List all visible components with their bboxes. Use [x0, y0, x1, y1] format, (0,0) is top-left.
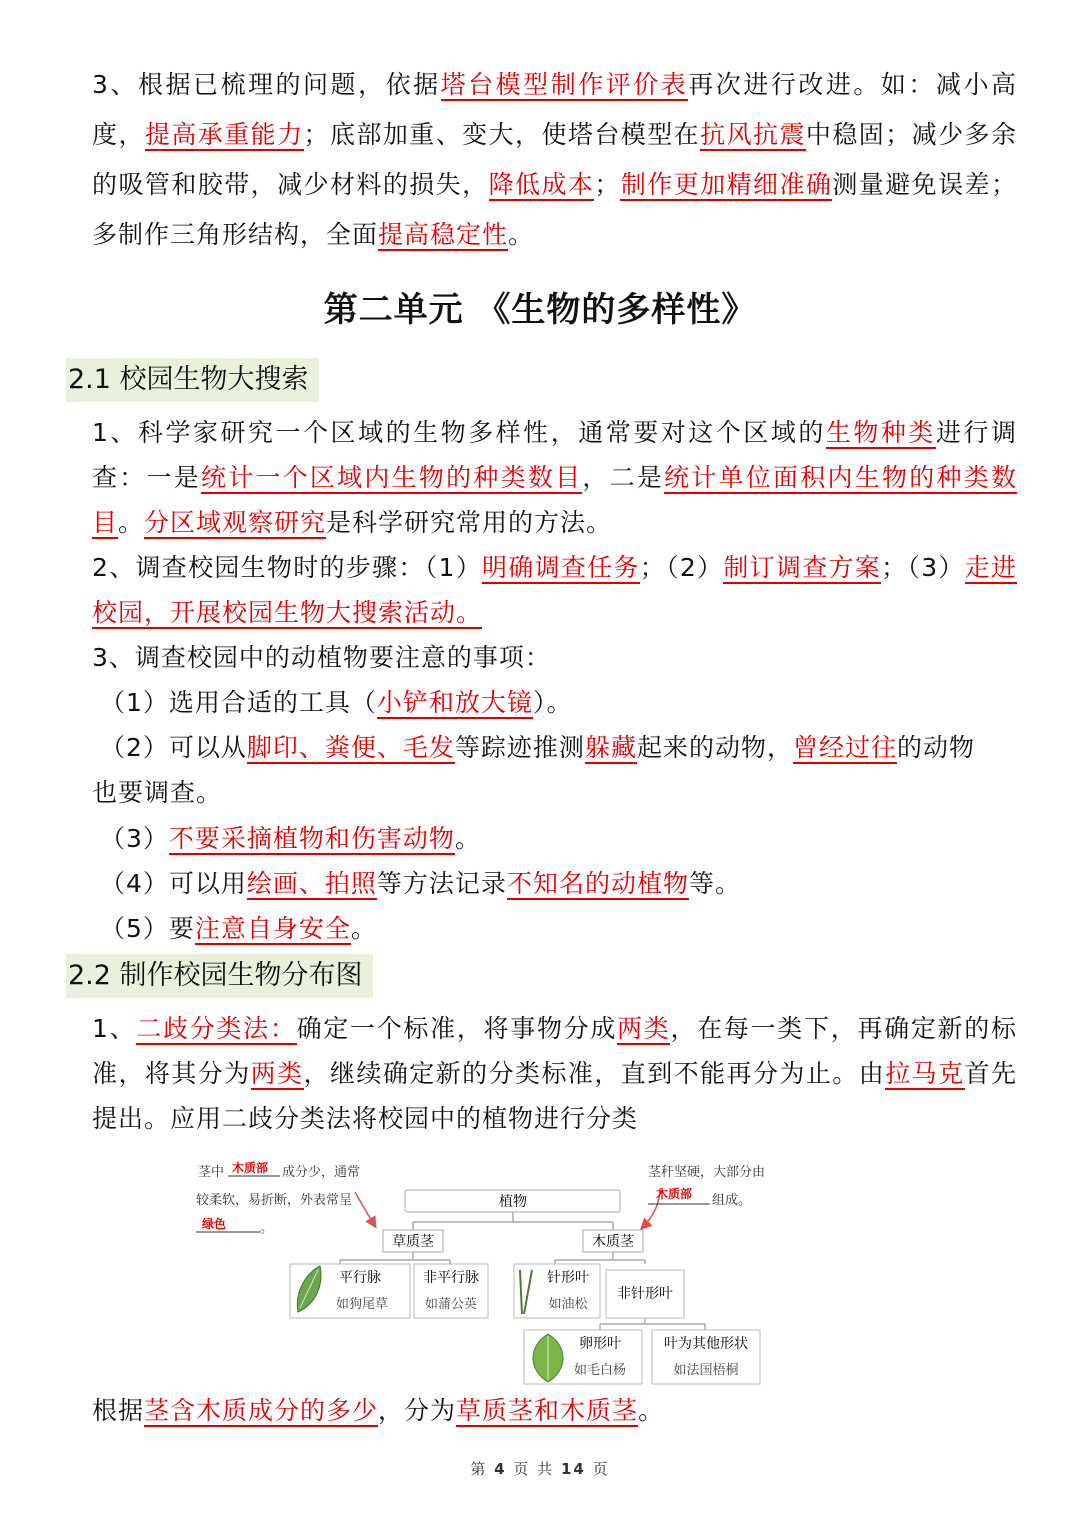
note-item-5 — [100, 906, 377, 951]
text: 。 — [638, 1396, 665, 1425]
text: 3、根据已梳理的问题，依据 — [92, 70, 441, 99]
improvement-paragraph — [92, 60, 1017, 260]
note-fill: 木质部 — [232, 1161, 269, 1175]
highlight: 曾经过往 — [792, 733, 897, 762]
text: 确定一个标准，将事物分成 — [296, 1014, 618, 1043]
highlight: 制作更加精细准确 — [620, 170, 833, 199]
highlight: 制订调查方案 — [723, 553, 882, 582]
text: ； — [594, 170, 621, 199]
text: 是科学研究常用的方法。 — [326, 508, 613, 537]
root-label: 植物 — [499, 1194, 527, 1210]
text: 测量避免误差；多制作三角形结构，全面 — [92, 170, 1017, 249]
highlight: 两类 — [250, 1059, 304, 1088]
text: 首先提出。应用二歧分类法将校园中的植物进行分类 — [92, 1059, 1017, 1133]
text: ）。 — [532, 688, 573, 717]
section-heading-2-2: 2.2 制作校园生物分布图 — [66, 954, 373, 998]
highlight: 草质茎和木质茎 — [456, 1396, 639, 1425]
text: 第 — [470, 1460, 488, 1478]
text: 等方法记录 — [376, 869, 507, 898]
note-text: 较柔软，易折断，外表常呈 — [196, 1193, 353, 1208]
text: 进行调查：一是 — [92, 418, 1017, 492]
text: 页 共 — [513, 1460, 555, 1478]
note-text: 成分少，通常 — [282, 1165, 361, 1180]
note-item-2 — [92, 725, 1017, 815]
highlight: 茎含木质成分的多少 — [144, 1396, 379, 1425]
needle-example: 如油松 — [548, 1297, 588, 1312]
note-item-3 — [100, 816, 481, 861]
highlight: 塔台模型制作评价表 — [440, 70, 689, 99]
parallel-label: 平行脉 — [339, 1270, 381, 1286]
note-fill: 木质部 — [656, 1187, 693, 1201]
text: ，继续确定新的分类标准，直到不能再分为止。由 — [303, 1059, 886, 1088]
highlight: 不知名的动植物 — [506, 869, 689, 898]
text: 页 — [592, 1460, 610, 1478]
highlight: 躲藏 — [584, 733, 637, 762]
highlight: 生物种类 — [825, 418, 936, 447]
highlight: 绘画、拍照 — [246, 869, 377, 898]
right-annotation — [648, 1164, 765, 1208]
text: （2）可以从 — [100, 733, 247, 762]
total-pages: 14 — [560, 1460, 586, 1478]
text: （3） — [100, 824, 169, 853]
other-example: 如法国梧桐 — [673, 1363, 739, 1378]
text: 。 — [508, 220, 535, 249]
s21-paragraph-3: 3、调查校园中的动植物要注意的事项： — [92, 643, 551, 672]
text: 的动物 — [896, 733, 975, 762]
text: 根据 — [92, 1396, 145, 1425]
note-text: 茎中 — [198, 1165, 225, 1180]
other-label: 叶为其他形状 — [664, 1336, 748, 1352]
highlight: 不要采摘植物和伤害动物 — [168, 824, 455, 853]
page-number: 4 — [494, 1460, 507, 1478]
text: （4）可以用 — [100, 869, 247, 898]
highlight: 明确调查任务 — [482, 553, 640, 582]
note-text: 。 — [260, 1221, 274, 1236]
text: 。 — [350, 914, 377, 943]
plant-classification-diagram — [190, 1150, 800, 1390]
text: 起来的动物， — [636, 733, 793, 762]
text: 。 — [454, 824, 481, 853]
note-text: 组成。 — [712, 1193, 752, 1208]
highlight: 提高承重能力 — [144, 120, 304, 149]
highlight: 二歧分类法： — [136, 1014, 297, 1043]
text: 1、科学家研究一个区域的生物多样性，通常要对这个区域的 — [92, 418, 826, 447]
text: ；底部加重、变大，使塔台模型在 — [303, 120, 701, 149]
text: ，分为 — [378, 1396, 457, 1425]
text: ；（3） — [881, 553, 965, 582]
herb-label: 草质茎 — [392, 1234, 434, 1250]
highlight: 脚印、粪便、毛发 — [246, 733, 455, 762]
text: 再次进行改进。如：减小高度， — [92, 70, 1017, 149]
nonparallel-example: 如蒲公英 — [424, 1297, 478, 1312]
highlight: 小铲和放大镜 — [376, 688, 533, 717]
s21-paragraph-1 — [92, 410, 1017, 545]
nonneedle-label: 非针形叶 — [617, 1286, 673, 1302]
text: ，在每一类下，再确定新的标准，将其分为 — [92, 1014, 1017, 1088]
highlight: 走进校园，开展校园生物大搜索活动。 — [92, 553, 1017, 627]
text: ；（2） — [639, 553, 724, 582]
highlight: 分区域观察研究 — [144, 508, 327, 537]
page-footer — [0, 1458, 1080, 1479]
wood-label: 木质茎 — [592, 1234, 634, 1250]
text: 中稳固；减少多余的吸管和胶带，减少材料的损失， — [92, 120, 1017, 199]
highlight: 统计一个区域内生物的种类数目 — [200, 463, 583, 492]
needle-label: 针形叶 — [547, 1270, 589, 1286]
left-annotation — [196, 1160, 360, 1236]
s22-paragraph-2 — [92, 1388, 664, 1433]
highlight: 拉马克 — [885, 1059, 965, 1088]
text: （5）要 — [100, 914, 195, 943]
s21-paragraph-2 — [92, 545, 1017, 635]
text: 等。 — [688, 869, 741, 898]
text: 等踪迹推测 — [454, 733, 585, 762]
note-item-1 — [100, 680, 572, 725]
text: 。 — [118, 508, 145, 537]
note-fill: 绿色 — [202, 1217, 227, 1231]
nonparallel-label: 非平行脉 — [423, 1270, 479, 1286]
unit-title: 第二单元 《生物的多样性》 — [323, 290, 757, 330]
highlight: 两类 — [617, 1014, 671, 1043]
highlight: 注意自身安全 — [194, 914, 351, 943]
text: （1）选用合适的工具（ — [100, 688, 377, 717]
oval-label: 卵形叶 — [579, 1336, 621, 1352]
oval-example: 如毛白杨 — [573, 1363, 627, 1378]
text: 也要调查。 — [92, 778, 223, 807]
text: 1、 — [92, 1014, 137, 1043]
arrow-left — [355, 1192, 375, 1226]
parallel-example: 如狗尾草 — [335, 1297, 389, 1312]
highlight: 抗风抗震 — [700, 120, 806, 149]
section-heading-2-1: 2.1 校园生物大搜索 — [66, 358, 319, 402]
highlight: 降低成本 — [488, 170, 595, 199]
text: ，二是 — [582, 463, 665, 492]
text: 2、调查校园生物时的步骤：（1） — [92, 553, 482, 582]
highlight: 提高稳定性 — [378, 220, 509, 249]
s22-paragraph-1 — [92, 1006, 1017, 1141]
note-item-4 — [100, 861, 741, 906]
highlight: 统计单位面积内生物的种类数目 — [92, 463, 1017, 537]
note-text: 茎秆坚硬，大部分由 — [648, 1165, 766, 1180]
